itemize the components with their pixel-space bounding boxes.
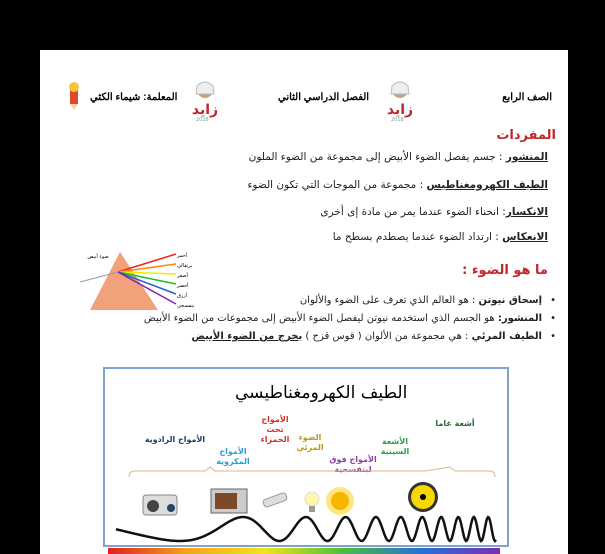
- bullet-item: • الطيف المرئي : هي مجموعة من الألوان ( قوس قزح ) يخرج من الضوء الأبيض: [191, 331, 542, 342]
- vocab-item: المنشور : جسم يفصل الضوء الأبيض إلى مجموعة من الضوء الملون: [248, 151, 548, 163]
- sun-icon: [326, 487, 354, 515]
- bullet-item: • المنشور: هو الجسم الذي استخدمه نيوتن ليفصل الضوء الأبيض إلى مجموعات من الضوء الأبيض: [144, 313, 542, 324]
- light-bulb-icon: [305, 492, 319, 512]
- band-ultraviolet: الأمواج فوق لبنفسجية: [329, 455, 377, 474]
- vocab-item: الطيف الكهرومغناطيس : مجموعة من الموجات التي تكون الضوء: [247, 179, 548, 191]
- light-title: ما هو الضوء :: [462, 263, 548, 278]
- teacher-label: المعلمة: شيماء الكثي: [90, 92, 178, 103]
- prism-diagram: [80, 242, 195, 314]
- white-light-label: ضوء أبيض: [87, 254, 109, 260]
- spectrum-graphics: [105, 369, 507, 545]
- svg-text:زايد: زايد: [386, 102, 414, 118]
- band-microwave: الأمواج المكروية: [216, 447, 250, 466]
- vocab-item: الانعكاس : ارتداد الضوء عندما يصطدم بسطح ما: [332, 231, 548, 243]
- svg-text:زايد: زايد: [191, 102, 219, 118]
- radio-icon: [143, 495, 177, 515]
- band-gamma: أشعة غاما: [435, 419, 475, 428]
- pencil-mascot-icon: [64, 80, 84, 110]
- worksheet-page: [40, 50, 568, 554]
- wave-line: [116, 517, 496, 541]
- svg-text:2018: 2018: [391, 117, 404, 122]
- rainbow-bar: [108, 548, 500, 554]
- svg-text:2018: 2018: [196, 117, 209, 122]
- vocab-title: المفردات: [496, 128, 556, 143]
- vocab-item: الانكسار: انحناء الضوء عندما يمر من مادة إى أخرى: [320, 206, 548, 218]
- semester-label: الفصل الدراسي الثاني: [278, 92, 370, 103]
- zayed-logo: [190, 80, 220, 122]
- microwave-icon: [211, 489, 247, 513]
- bullet-item: • إسحاق نيوتن : هو العالم الذي تعرف على الضوء والألوان: [300, 295, 542, 306]
- band-infrared: الأمواج تحت الحمراء: [260, 415, 290, 444]
- band-visible: الضوء المرئي: [296, 433, 324, 452]
- band-xray: الأشعة السينية: [380, 437, 410, 456]
- remote-icon: [262, 492, 287, 508]
- grade-label: الصف الرابع: [502, 92, 552, 103]
- zayed-logo: [385, 80, 415, 122]
- prism-graphic: [80, 242, 190, 314]
- radiation-icon: [408, 482, 438, 512]
- prism-color-labels: أحمر برتقالي أصفر أخضر أزرق بنفسجي: [177, 253, 195, 309]
- em-spectrum-diagram: [103, 367, 509, 547]
- band-radio: الأمواج الرادوية: [144, 435, 206, 444]
- spectrum-title: الطيف الكهرومغناطيسي: [235, 383, 408, 403]
